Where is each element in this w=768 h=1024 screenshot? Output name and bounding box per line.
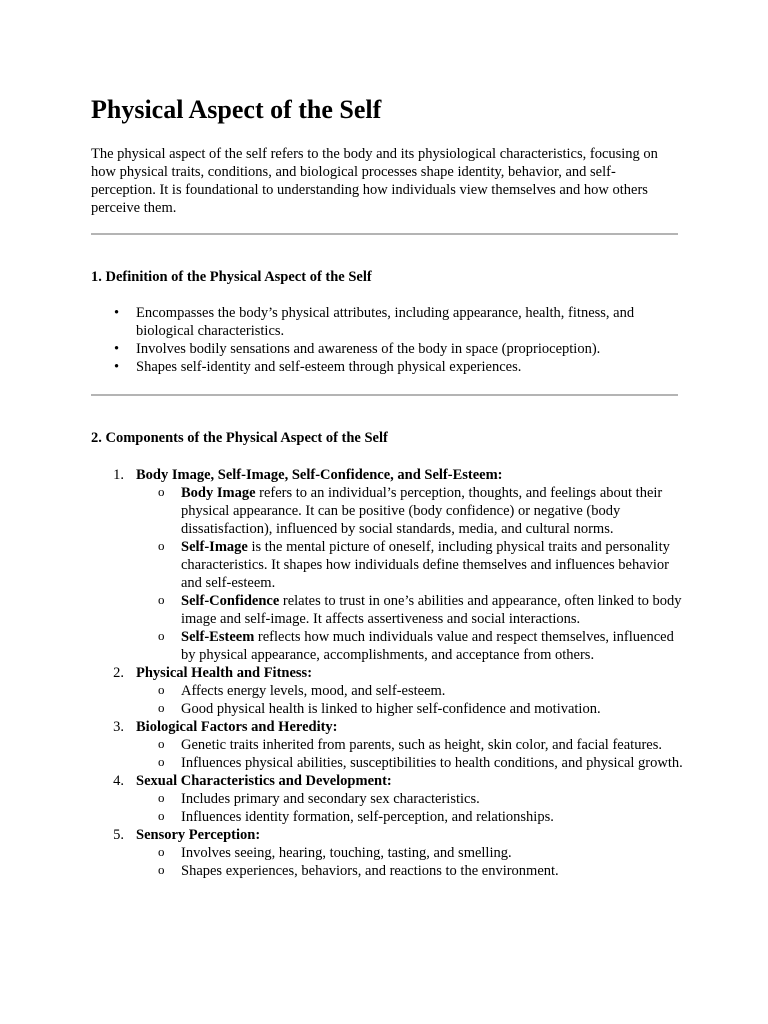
circle-bullet-icon: o <box>158 484 165 499</box>
components-list <box>91 466 683 880</box>
component-title: Biological Factors and Heredity: <box>136 719 338 735</box>
sub-item: o Self-Esteem reflects how much individuals value and respect themselves, influenced by physical appearance, accomplishments, and acceptance from others. <box>158 628 674 663</box>
sub-list <box>136 790 683 826</box>
circle-bullet-icon: o <box>158 808 165 823</box>
sub-list <box>136 484 683 664</box>
bullet-icon: • <box>114 359 120 375</box>
circle-bullet-icon: o <box>158 736 165 751</box>
divider <box>91 233 678 235</box>
component-item: 3. Biological Factors and Heredity: o Genetic traits inherited from parents, such as height, skin color, and facial features. o Influences physical abilities, susceptibilities to health conditions, and physical growth. <box>113 719 683 771</box>
sub-item: o Includes primary and secondary sex characteristics. <box>158 790 480 807</box>
sub-item: o Influences identity formation, self-perception, and relationships. <box>158 808 554 825</box>
sub-item: o Shapes experiences, behaviors, and reactions to the environment. <box>158 862 559 879</box>
component-item: 1. Body Image, Self-Image, Self-Confidence, and Self-Esteem: o Body Image refers to an individual’s perception, thoughts, and feelings about their physical appearance. It can be positive (body confidence) or negative (body dissatisfaction), influenced by social standards, media, and cultural norms. o Self-Image is the mental picture of oneself, including physical traits and personality characteristics. It shapes how individuals define themselves and influences behavior and self-esteem. o Self-Confidence relates to trust in one’s abilities and appearance, often linked to body image and self-image. It affects assertiveness and social interactions. o Self-Esteem reflects how much individuals value and respect themselves, influenced by physical appearance, accomplishments, and acceptance from others. <box>113 467 682 663</box>
section2-heading: 2. Components of the Physical Aspect of the Self <box>91 430 388 446</box>
list-item: • Encompasses the body’s physical attributes, including appearance, health, fitness, and biological characteristics. <box>114 305 635 339</box>
sub-item: o Good physical health is linked to higher self-confidence and motivation. <box>158 700 601 717</box>
circle-bullet-icon: o <box>158 682 165 697</box>
bullet-icon: • <box>114 341 120 357</box>
intro-paragraph: The physical aspect of the self refers to the body and its physiological characteristics, focusing on how physical traits, conditions, and biological processes shape identity, behavior, and self-perception. It is foundational to understanding how individuals view themselves and how others perceive them. <box>91 146 658 216</box>
sub-item: o Affects energy levels, mood, and self-esteem. <box>158 682 446 699</box>
component-title: Physical Health and Fitness: <box>136 665 313 681</box>
component-item: 5. Sensory Perception: o Involves seeing, hearing, touching, tasting, and smelling. o Shapes experiences, behaviors, and reactions to the environment. <box>91 826 683 880</box>
sub-item: o Self-Confidence relates to trust in one’s abilities and appearance, often linked to body image and self-image. It affects assertiveness and social interactions. <box>158 592 682 627</box>
sub-list <box>136 682 683 718</box>
component-title: Body Image, Self-Image, Self-Confidence, and Self-Esteem: <box>136 467 503 483</box>
sub-item: o Genetic traits inherited from parents, such as height, skin color, and facial features. <box>158 736 662 753</box>
component-title: Sexual Characteristics and Development: <box>136 773 392 789</box>
sub-item: o Self-Image is the mental picture of oneself, including physical traits and personality characteristics. It shapes how individuals define themselves and influences behavior and self-esteem. <box>158 538 670 591</box>
circle-bullet-icon: o <box>158 790 165 805</box>
sub-item: o Involves seeing, hearing, touching, tasting, and smelling. <box>158 844 512 861</box>
sub-list <box>136 736 683 772</box>
sub-item: o Influences physical abilities, susceptibilities to health conditions, and physical growth. <box>158 754 683 771</box>
sub-item: o Body Image refers to an individual’s perception, thoughts, and feelings about their physical appearance. It can be positive (body confidence) or negative (body dissatisfaction), influenced by social standards, media, and cultural norms. <box>158 484 663 537</box>
list-item: • Shapes self-identity and self-esteem through physical experiences. <box>114 359 522 375</box>
circle-bullet-icon: o <box>158 844 165 859</box>
list-item: • Involves bodily sensations and awareness of the body in space (proprioception). <box>114 341 601 357</box>
circle-bullet-icon: o <box>158 700 165 715</box>
divider <box>91 394 678 396</box>
circle-bullet-icon: o <box>158 754 165 769</box>
component-item: 2. Physical Health and Fitness: o Affects energy levels, mood, and self-esteem. o Good physical health is linked to higher self-confidence and motivation. <box>91 664 683 718</box>
bullet-icon: • <box>114 305 120 321</box>
sub-list <box>136 844 683 880</box>
component-title: Sensory Perception: <box>136 827 261 843</box>
definition-list <box>91 304 681 376</box>
circle-bullet-icon: o <box>158 862 165 877</box>
circle-bullet-icon: o <box>158 592 165 607</box>
component-item: 4. Sexual Characteristics and Development: o Includes primary and secondary sex characteristics. o Influences identity formation, self-perception, and relationships. <box>91 772 683 826</box>
section1-heading: 1. Definition of the Physical Aspect of the Self <box>91 269 372 285</box>
page-title: Physical Aspect of the Self <box>91 95 382 124</box>
circle-bullet-icon: o <box>158 628 165 643</box>
circle-bullet-icon: o <box>158 538 165 553</box>
